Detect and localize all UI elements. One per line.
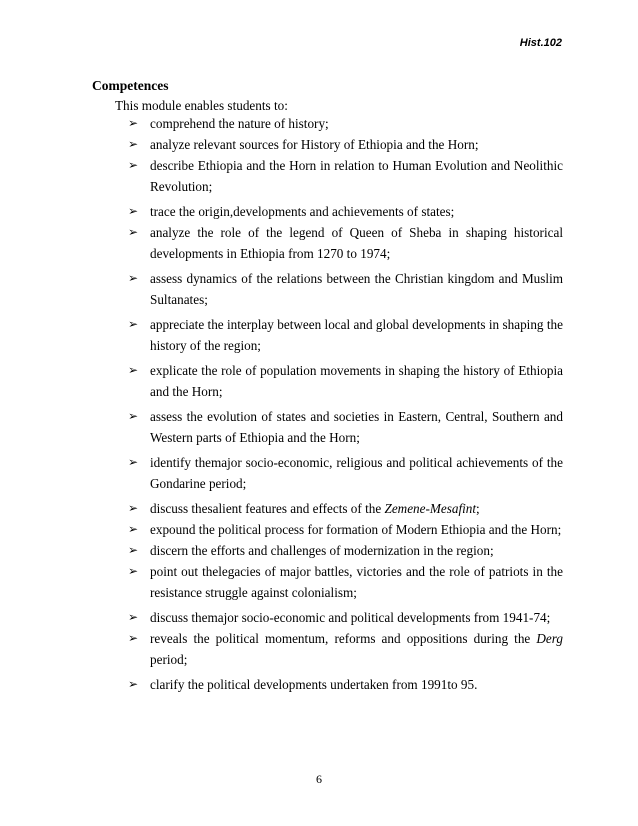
competence-item: [128, 519, 563, 540]
item-text: appreciate the interplay between local and global developments in shaping the history of the region;: [150, 317, 563, 353]
arrow-bullet-icon: ➢: [128, 677, 139, 691]
item-text: point out thelegacies of major battles, victories and the role of patriots in the resistance struggle against colonialism;: [150, 564, 563, 600]
item-text: discuss themajor socio-economic and political developments from 1941-74;: [150, 610, 551, 625]
competence-item: [128, 268, 563, 310]
competence-item: [128, 452, 563, 494]
item-text: ;: [476, 501, 480, 516]
competence-item: [128, 607, 563, 628]
competence-item: [128, 155, 563, 197]
item-text: trace the origin,developments and achievements of states;: [150, 204, 455, 219]
item-text: discern the efforts and challenges of modernization in the region;: [150, 543, 494, 558]
competence-list: [0, 113, 638, 695]
item-text: analyze relevant sources for History of Ethiopia and the Horn;: [150, 137, 479, 152]
item-text: expound the political process for formation of Modern Ethiopia and the Horn;: [150, 522, 562, 537]
arrow-bullet-icon: ➢: [128, 610, 139, 624]
item-text: clarify the political developments undertaken from 1991to 95.: [150, 677, 478, 692]
course-code: Hist.102: [519, 37, 562, 49]
item-text: describe Ethiopia and the Horn in relation to Human Evolution and Neolithic Revolution;: [150, 158, 563, 194]
competence-item: [128, 113, 563, 134]
section-heading: Competences: [92, 78, 169, 93]
arrow-bullet-icon: ➢: [128, 116, 139, 130]
competence-item: [128, 628, 563, 670]
competence-item: [128, 360, 563, 402]
item-text: identify themajor socio-economic, religious and political achievements of the Gondarine period;: [150, 455, 563, 491]
arrow-bullet-icon: ➢: [128, 543, 139, 557]
arrow-bullet-icon: ➢: [128, 271, 139, 285]
intro-text: This module enables students to:: [115, 98, 288, 113]
item-text-italic: Derg: [536, 631, 563, 646]
item-text: period;: [150, 652, 188, 667]
item-text: reveals the political momentum, reforms and oppositions during the: [150, 631, 537, 646]
competence-item: [128, 406, 563, 448]
arrow-bullet-icon: ➢: [128, 137, 139, 151]
competence-item: [128, 498, 563, 519]
competence-item: [128, 201, 563, 222]
competence-item: [128, 314, 563, 356]
competence-item: [128, 561, 563, 603]
item-text: assess the evolution of states and societies in Eastern, Central, Southern and Western parts of Ethiopia and the Horn;: [150, 409, 563, 445]
arrow-bullet-icon: ➢: [128, 522, 139, 536]
page-number: 6: [316, 772, 322, 786]
competence-item: [128, 134, 563, 155]
arrow-bullet-icon: ➢: [128, 225, 139, 239]
arrow-bullet-icon: ➢: [128, 409, 139, 423]
item-text: comprehend the nature of history;: [150, 116, 329, 131]
arrow-bullet-icon: ➢: [128, 363, 139, 377]
arrow-bullet-icon: ➢: [128, 317, 139, 331]
item-text-italic: Zemene-Mesafint: [384, 501, 477, 516]
item-text: discuss thesalient features and effects of the: [150, 501, 385, 516]
arrow-bullet-icon: ➢: [128, 501, 139, 515]
item-text: explicate the role of population movements in shaping the history of Ethiopia and the Horn;: [150, 363, 563, 399]
arrow-bullet-icon: ➢: [128, 564, 139, 578]
competence-item: [128, 222, 563, 264]
item-text: analyze the role of the legend of Queen of Sheba in shaping historical developments in Ethiopia from 1270 to 1974;: [150, 225, 563, 261]
arrow-bullet-icon: ➢: [128, 204, 139, 218]
arrow-bullet-icon: ➢: [128, 455, 139, 469]
arrow-bullet-icon: ➢: [128, 158, 139, 172]
competence-item: [128, 540, 563, 561]
competence-item: [128, 674, 563, 695]
arrow-bullet-icon: ➢: [128, 631, 139, 645]
item-text: assess dynamics of the relations between the Christian kingdom and Muslim Sultanates;: [150, 271, 563, 307]
